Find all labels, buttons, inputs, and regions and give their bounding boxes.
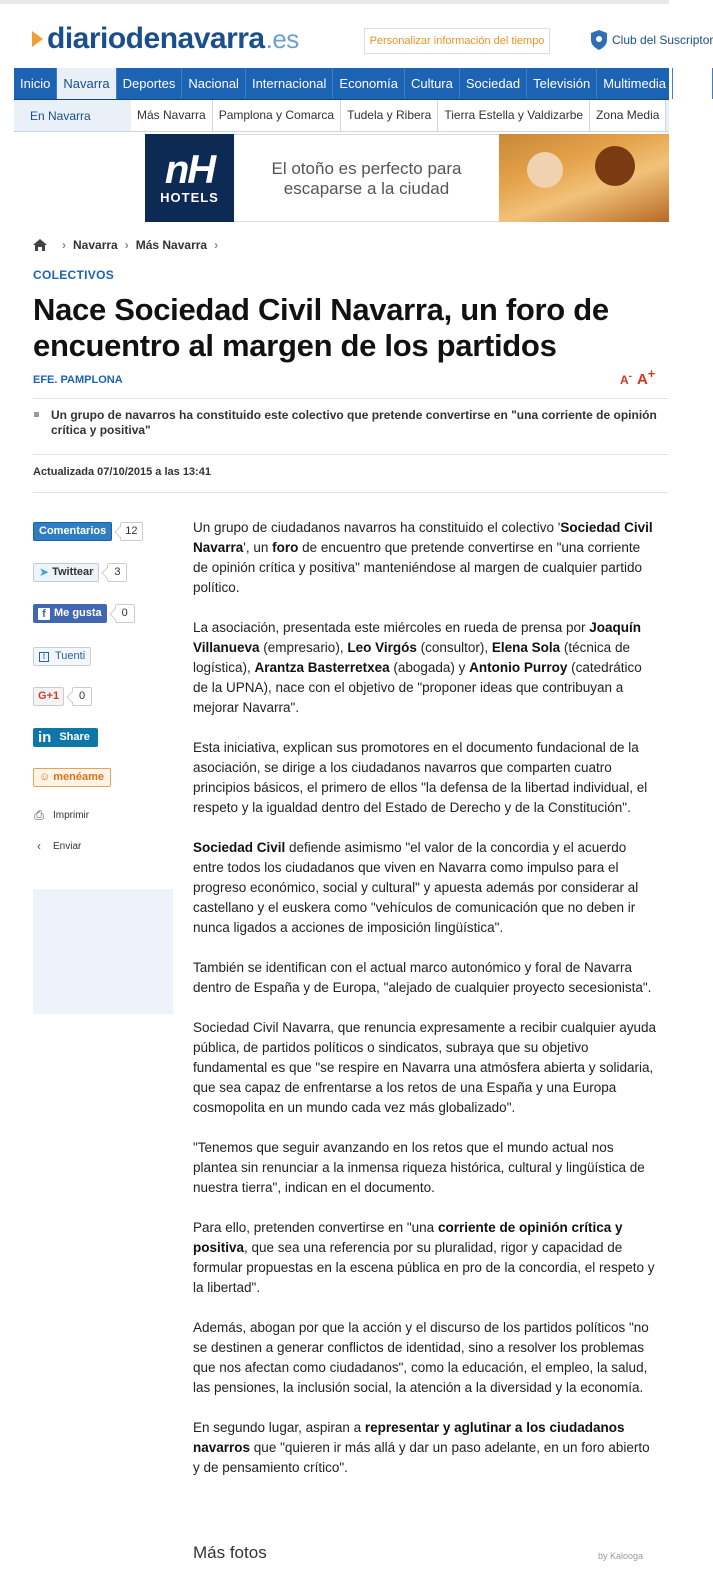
home-icon[interactable] xyxy=(33,239,47,251)
meneame-share xyxy=(33,768,173,787)
font-increase-button[interactable]: A+ xyxy=(637,367,656,388)
nav-item-ocio[interactable]: Ocio xyxy=(673,68,713,99)
paragraph: Sociedad Civil Navarra, que renuncia expresamente a recibir cualquier ayuda pública, de partidos políticos o sindicatos, subraya que su objetivo fundamental es que "se respire en Navarra una atmósfera abierta y solidaria, que sea capaz de enfrentarse a los retos de una España y una Europa cosmopolita en un mundo cada vez más globalizado". xyxy=(193,1020,657,1115)
twitter-bird-icon: ➤ xyxy=(39,565,50,579)
sub-nav-item-tudela-y-ribera[interactable]: Tudela y Ribera xyxy=(341,100,438,131)
breadcrumb-mas-navarra[interactable]: Más Navarra xyxy=(135,238,208,252)
sub-nav-label: En Navarra xyxy=(30,109,91,123)
article-category[interactable]: COLECTIVOS xyxy=(33,268,115,282)
nav-item-sociedad[interactable]: Sociedad xyxy=(460,68,527,99)
article-title: Nace Sociedad Civil Navarra, un foro de encuentro al margen de los partidos xyxy=(33,292,609,363)
gplus-button[interactable]: G+1 xyxy=(33,687,64,706)
comments-share xyxy=(33,522,173,541)
sidebar-ad-placeholder xyxy=(33,889,173,1014)
print-label: Imprimir xyxy=(53,810,90,821)
sub-nav-item-zona-media[interactable]: Zona Media xyxy=(590,100,666,131)
paragraph: En segundo lugar, aspiran a representar y aglutinar a los ciudadanos navarros que "quieren ir más allá y dar un paso adelante, en un foro abierto y de pensamiento crítico". xyxy=(193,1420,650,1475)
paragraph: Sociedad Civil defiende asimismo "el valor de la concordia y el acuerdo entre todos los ciudadanos que viven en Navarra como impulso para el progreso económico, social y cultural" y apuesta además por considerar al castellano y el euskera como "vehículos de comunicación que no deben ir nunca ligados a acciones de imposición lingüística". xyxy=(193,840,639,935)
facebook-count: 0 xyxy=(115,604,135,623)
divider xyxy=(33,398,669,399)
ad-text: El otoño es perfecto para escaparse a la ciudad xyxy=(234,134,499,222)
site-logo[interactable] xyxy=(32,22,299,56)
tuenti-share xyxy=(33,647,173,666)
paragraph: Un grupo de ciudadanos navarros ha constituido el colectivo 'Sociedad Civil Navarra', un foro de encuentro que pretende convertirse en "una corriente de opinión crítica y positiva" manteniéndose al margen de cualquier partido político. xyxy=(193,520,653,595)
nav-item-cultura[interactable]: Cultura xyxy=(405,68,460,99)
printer-icon: ⎙ xyxy=(34,808,44,822)
nav-item-deportes[interactable]: Deportes xyxy=(117,68,183,99)
nav-item-internacional[interactable]: Internacional xyxy=(246,68,333,99)
comments-button[interactable]: Comentarios xyxy=(33,522,112,541)
paragraph: "Tenemos que seguir avanzando en los retos que el mundo actual nos plantea sin renunciar a la inmensa riqueza histórica, cultural y lingüística de nuestra tierra", indican en el documento. xyxy=(193,1140,645,1195)
facebook-share xyxy=(33,604,173,623)
nh-logo xyxy=(145,134,234,222)
nav-item-inicio[interactable]: Inicio xyxy=(14,68,57,99)
linkedin-icon: in xyxy=(38,729,52,746)
paragraph: Para ello, pretenden convertirse en "una corriente de opinión crítica y positiva, que sea una referencia por su pluralidad, rigor y capacidad de formular propuestas en la escena pública en pro de la concordia, el respeto y la libertad". xyxy=(193,1220,655,1295)
font-decrease-button[interactable]: A- xyxy=(620,371,633,387)
sub-nav-item-pamplona-y-comarca[interactable]: Pamplona y Comarca xyxy=(213,100,341,131)
breadcrumb-separator: › xyxy=(214,238,219,252)
linkedin-share xyxy=(33,728,173,747)
sub-nav xyxy=(14,100,669,132)
club-suscriptor-link[interactable] xyxy=(591,30,713,50)
main-nav xyxy=(14,68,706,100)
logo-text: diariodenavarra xyxy=(47,22,265,55)
article-updated: Actualizada 07/10/2015 a las 13:41 xyxy=(33,466,211,478)
sub-nav-item-m-s-navarra[interactable]: Más Navarra xyxy=(131,100,213,131)
send-label: Enviar xyxy=(53,840,82,852)
nav-item-navarra[interactable]: Navarra xyxy=(57,68,116,99)
nav-item-econom-a[interactable]: Economía xyxy=(333,68,405,99)
gplus-share xyxy=(33,687,173,706)
comments-count: 12 xyxy=(120,522,142,541)
ad-photo xyxy=(499,134,669,222)
club-label: Club del Suscriptor xyxy=(612,33,713,47)
tuenti-button[interactable]: t Tuenti xyxy=(33,647,91,666)
nh-hotels-ad[interactable] xyxy=(145,134,669,222)
nav-item-nacional[interactable]: Nacional xyxy=(182,68,246,99)
breadcrumb xyxy=(33,238,225,252)
article-summary: Un grupo de navarros ha constituido este colectivo que pretende convertirse en "una corriente de opinión crítica y positiva" xyxy=(33,408,669,438)
logo-arrow-icon xyxy=(32,31,43,47)
paragraph: Además, abogan por que la acción y el discurso de los partidos políticos "no se destinen a generar conflictos de identidad, sino a resolver los problemas que nos afectan como ciudadanos", como la educación, el empleo, la salud, las pensiones, la inclusión social, la atención a la diversidad y la economía. xyxy=(193,1320,649,1395)
twitter-button[interactable]: ➤ Twittear xyxy=(33,563,99,582)
print-link[interactable] xyxy=(33,808,89,823)
nh-mark: nH xyxy=(164,147,215,192)
twitter-count: 3 xyxy=(107,563,127,582)
meneame-icon: ☺ xyxy=(39,771,51,783)
nav-item-televisi-n[interactable]: Televisión xyxy=(527,68,597,99)
font-size-controls xyxy=(620,367,655,388)
breadcrumb-separator: › xyxy=(62,238,66,252)
nav-item-multimedia[interactable]: Multimedia xyxy=(597,68,673,99)
article-body xyxy=(193,518,658,1498)
breadcrumb-navarra[interactable]: Navarra xyxy=(73,238,118,252)
divider xyxy=(33,492,669,493)
paragraph: Esta iniciativa, explican sus promotores en el documento fundacional de la asociación, se dirige a los ciudadanos navarros que comparten cuatro principios básicos, el primero de ellos "la defensa de la libertad individual, el respeto y la igualdad dentro del Estado de Derecho y de la Constitución". xyxy=(193,740,648,815)
divider xyxy=(33,454,669,455)
sub-nav-item-tierra-estella-y-valdizarbe[interactable]: Tierra Estella y Valdizarbe xyxy=(438,100,590,131)
paragraph: También se identifican con el actual marco autonómico y foral de Navarra dentro de España y de Europa, "alejado de cualquier proyecto secesionista". xyxy=(193,960,652,995)
share-icon: ‹ xyxy=(37,839,41,853)
more-photos-heading: Más fotos xyxy=(193,1543,267,1562)
sub-nav-items xyxy=(131,100,666,131)
article-author: EFE. PAMPLONA xyxy=(33,374,123,386)
breadcrumb-separator: › xyxy=(124,238,129,252)
weather-settings-link[interactable]: Personalizar información del tiempo xyxy=(364,28,550,54)
linkedin-share-button[interactable]: in Share xyxy=(33,728,98,747)
kalooga-credit[interactable]: by Kalooga xyxy=(598,1551,644,1561)
shield-icon xyxy=(591,30,607,50)
send-link[interactable] xyxy=(33,839,81,853)
facebook-icon: f xyxy=(38,608,50,620)
gplus-count: 0 xyxy=(72,687,92,706)
logo-tld: .es xyxy=(265,23,299,54)
nh-hotels-label: HOTELS xyxy=(160,189,219,205)
tuenti-icon: t xyxy=(39,652,49,662)
top-strip xyxy=(0,0,669,4)
paragraph: La asociación, presentada este miércoles en rueda de prensa por Joaquín Villanueva (empresario), Leo Virgós (consultor), Elena Sola (técnica de logística), Arantza Basterretxea (abogada) y Antonio Purroy (catedrático de la UPNA), nace con el objetivo de "proponer ideas que contribuyan a mejorar Navarra". xyxy=(193,620,642,715)
meneame-button[interactable]: ☺ menéame xyxy=(33,768,111,787)
twitter-share xyxy=(33,563,173,582)
facebook-like-button[interactable]: f Me gusta xyxy=(33,604,107,623)
